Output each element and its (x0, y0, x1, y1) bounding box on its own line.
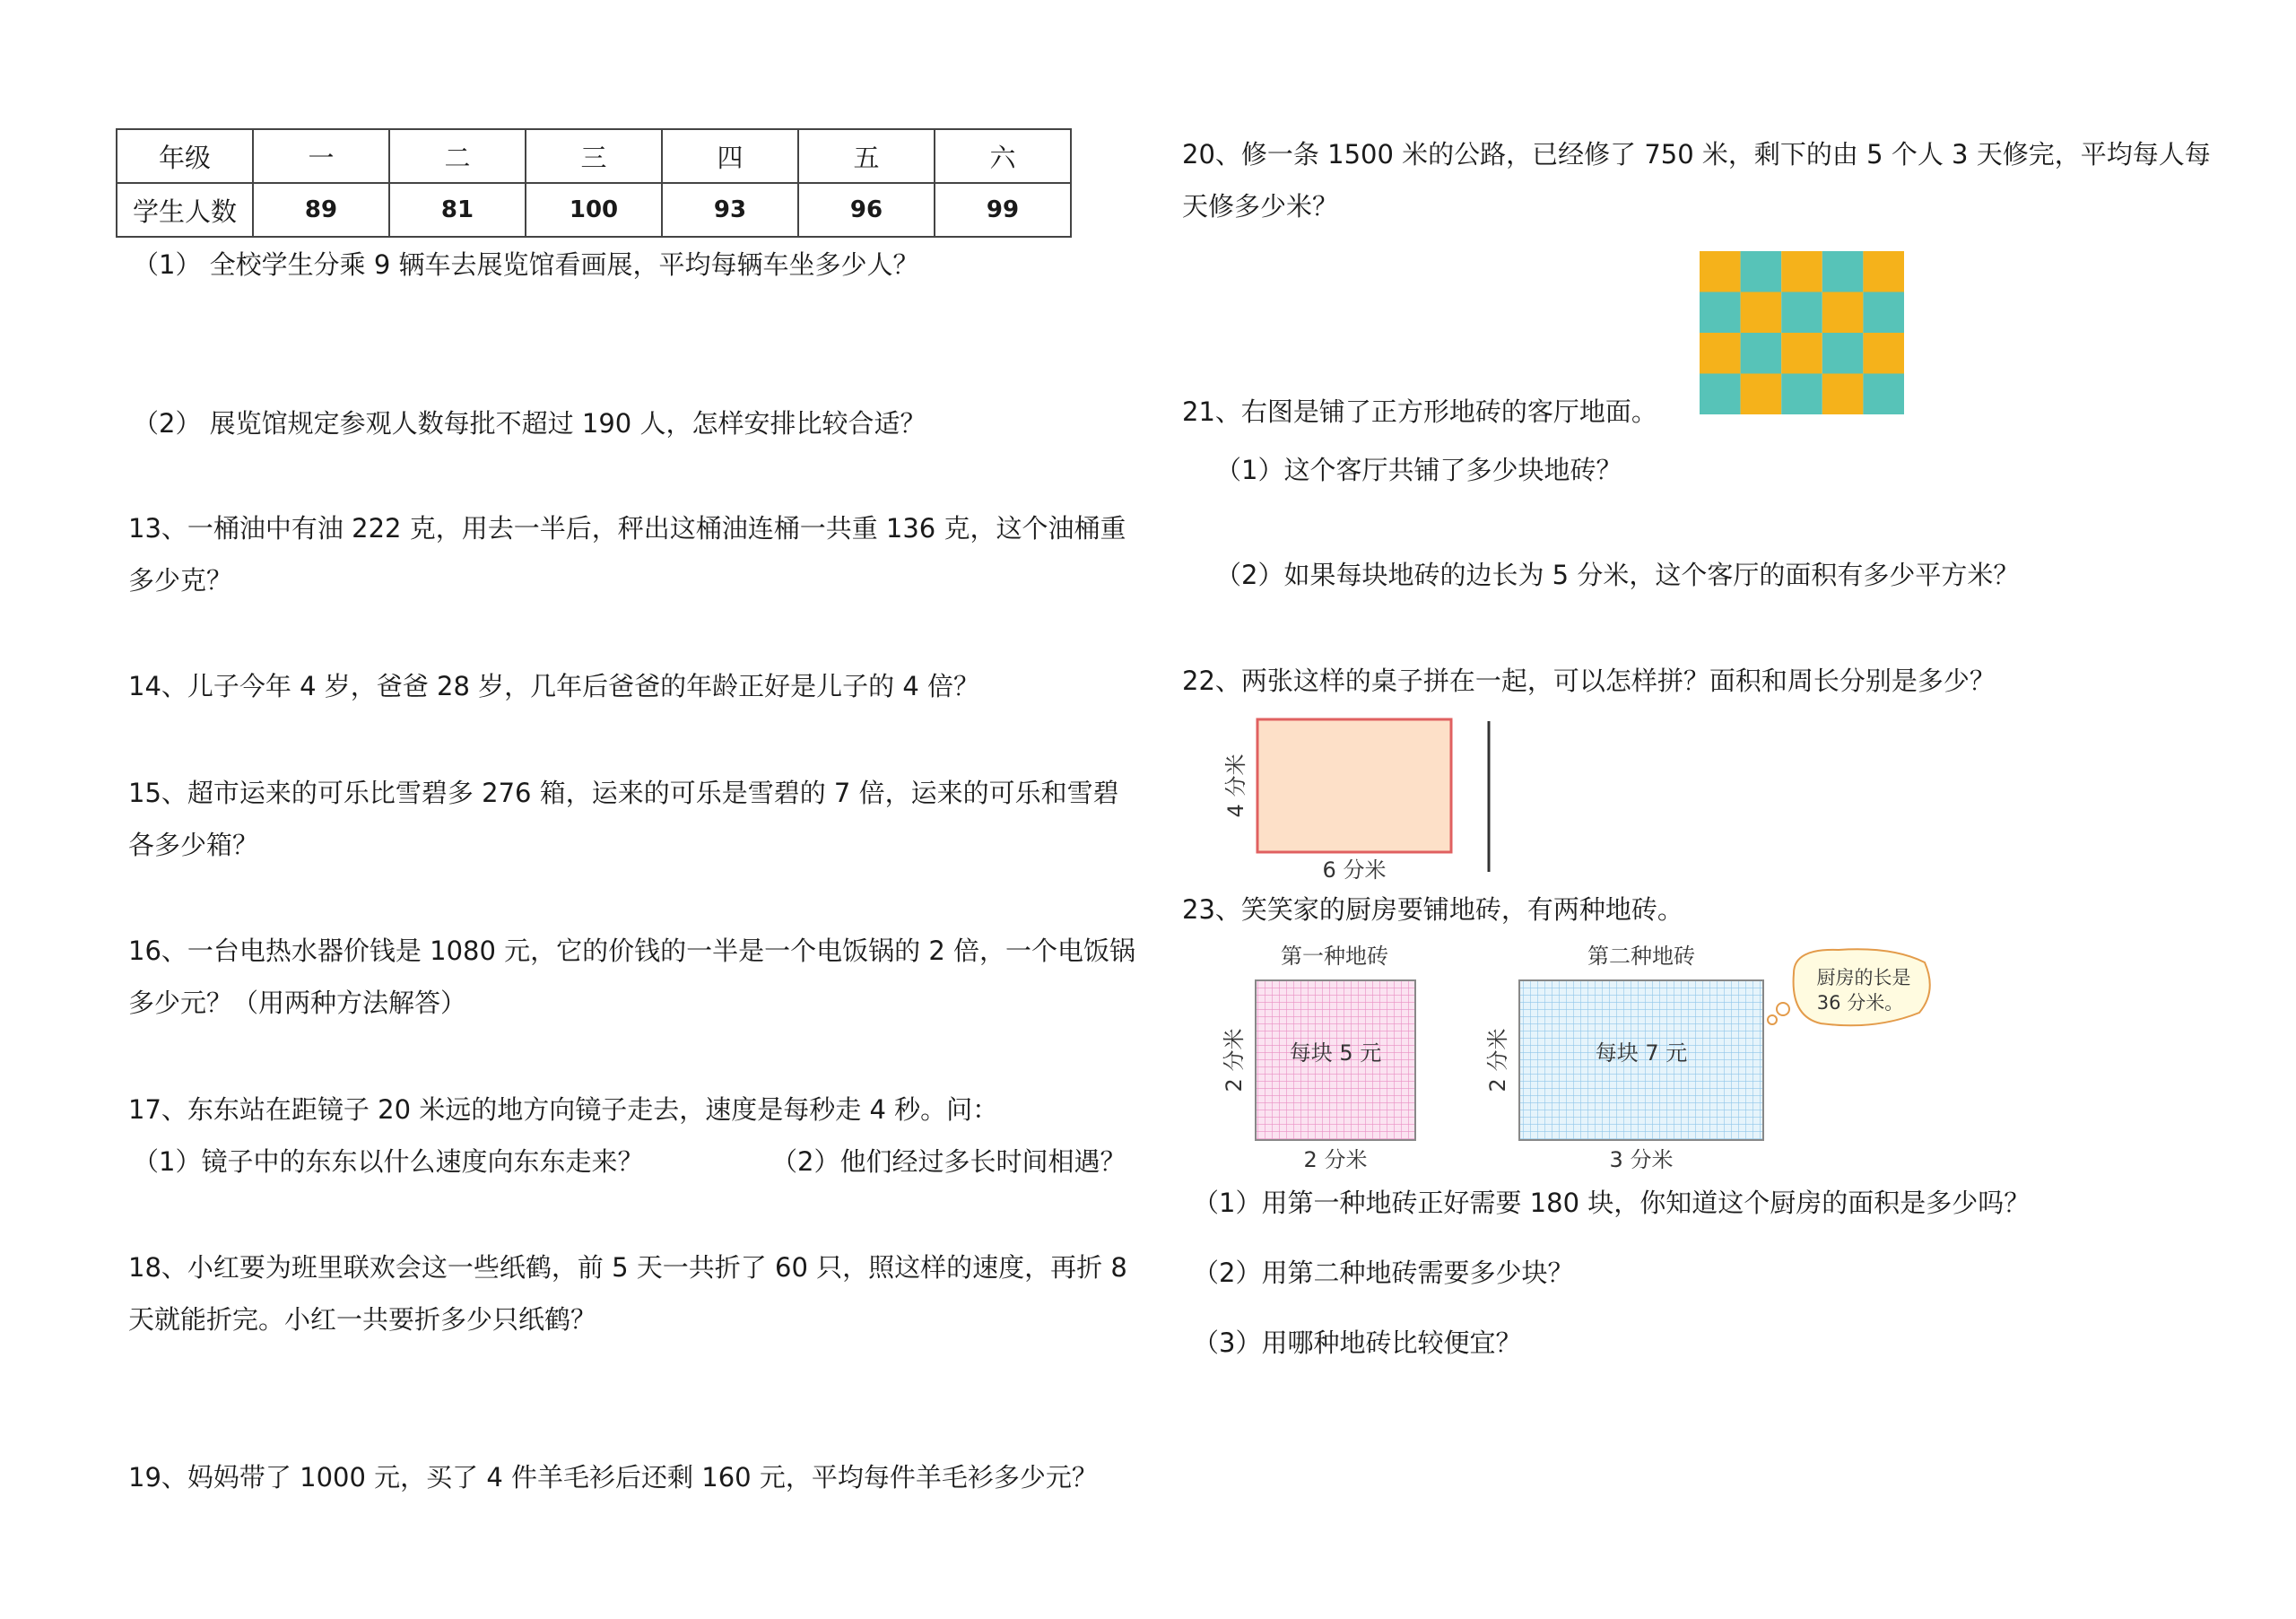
checkerboard-floor-figure (1700, 251, 1904, 414)
tile1-price: 每块 5 元 (1289, 1040, 1382, 1066)
q16-line1: 16、一台电热水器价钱是 1080 元，它的价钱的一半是一个电饭锅的 2 倍，一个电饭锅 (128, 936, 1136, 966)
bubble-line1: 厨房的长是 (1816, 967, 1911, 988)
grade-cell: 六 (935, 129, 1071, 183)
q23-part1: （1）用第一种地砖正好需要 180 块，你知道这个厨房的面积是多少吗？ (1193, 1188, 2031, 1218)
tile2-price: 每块 7 元 (1595, 1040, 1688, 1066)
table-rect-figure (1220, 709, 1507, 888)
tile2-title: 第二种地砖 (1587, 944, 1695, 969)
student-count-table (116, 128, 1072, 238)
q21-part2: （2）如果每块地砖的边长为 5 分米，这个客厅的面积有多少平方米？ (1215, 560, 2020, 590)
bubble-line2: 36 分米。 (1816, 992, 1904, 1014)
q17-part2: （2）他们经过多长时间相遇？ (771, 1146, 1126, 1177)
floor-tile (1741, 251, 1782, 292)
table-header-label: 年级 (117, 129, 253, 183)
q23-part3: （3）用哪种地砖比较便宜？ (1193, 1327, 1522, 1358)
floor-tile (1781, 333, 1822, 374)
tile1-title: 第一种地砖 (1281, 944, 1388, 969)
q13-line1: 13、一桶油中有油 222 克，用去一半后，秤出这桶油连桶一共重 136 克，这个油桶重 (128, 513, 1126, 544)
floor-tile (1700, 333, 1741, 374)
grade-cell: 四 (662, 129, 798, 183)
q22-line1: 22、两张这样的桌子拼在一起，可以怎样拼？面积和周长分别是多少？ (1182, 666, 1996, 696)
count-cell: 99 (935, 183, 1071, 237)
tile-figures (1222, 937, 1937, 1175)
q18-line1: 18、小红要为班里联欢会这一些纸鹤，前 5 天一共折了 60 只，照这样的速度，再折 8 (128, 1252, 1127, 1283)
floor-tile (1741, 374, 1782, 415)
floor-tile (1863, 292, 1904, 334)
floor-tile (1741, 292, 1782, 334)
floor-tile (1822, 292, 1864, 334)
floor-tile (1822, 374, 1864, 415)
q21-part1: （1）这个客厅共铺了多少块地砖？ (1215, 455, 1622, 485)
q23-line1: 23、笑笑家的厨房要铺地砖，有两种地砖。 (1182, 894, 1683, 925)
floor-tile (1700, 374, 1741, 415)
q12-part1: （1） 全校学生分乘 9 辆车去展览馆看画展，平均每辆车坐多少人？ (133, 249, 919, 280)
q14-line1: 14、儿子今年 4 岁，爸爸 28 岁，几年后爸爸的年龄正好是儿子的 4 倍？ (128, 671, 980, 701)
desk-rectangle (1257, 719, 1451, 852)
q15-line1: 15、超市运来的可乐比雪碧多 276 箱，运来的可乐是雪碧的 7 倍，运来的可乐和雪碧 (128, 778, 1119, 808)
count-cell: 96 (798, 183, 935, 237)
desk-width-label: 6 分米 (1322, 857, 1387, 883)
tile1-bottom-label: 2 分米 (1303, 1147, 1368, 1172)
floor-tile (1700, 251, 1741, 292)
count-cell: 100 (526, 183, 662, 237)
table-header-row (117, 129, 1071, 183)
q18-line2: 天就能折完。小红一共要折多少只纸鹤？ (128, 1304, 597, 1335)
count-cell: 93 (662, 183, 798, 237)
grade-cell: 三 (526, 129, 662, 183)
thought-bubble (1768, 949, 1930, 1025)
grade-cell: 五 (798, 129, 935, 183)
q16-line2: 多少元？（用两种方法解答） (128, 988, 467, 1018)
q15-line2: 各多少箱？ (128, 830, 259, 860)
q17-part1: （1）镜子中的东东以什么速度向东东走来？ (133, 1146, 644, 1177)
floor-tile (1863, 333, 1904, 374)
count-cell: 89 (253, 183, 389, 237)
floor-tile (1822, 251, 1864, 292)
q17-line1: 17、东东站在距镜子 20 米远的地方向镜子走去，速度是每秒走 4 秒。问： (128, 1094, 999, 1125)
table-row-label: 学生人数 (117, 183, 253, 237)
floor-tile (1700, 292, 1741, 334)
q23-part2: （2）用第二种地砖需要多少块？ (1193, 1258, 1574, 1288)
q20-line2: 天修多少米？ (1182, 191, 1339, 222)
tile2-bottom-label: 3 分米 (1609, 1147, 1674, 1172)
tile2-side-label: 2 分米 (1485, 1028, 1510, 1092)
floor-tile (1863, 251, 1904, 292)
q12-part2: （2） 展览馆规定参观人数每批不超过 190 人，怎样安排比较合适？ (133, 408, 926, 439)
q13-line2: 多少克？ (128, 565, 233, 596)
count-cell: 81 (389, 183, 526, 237)
q19-line1: 19、妈妈带了 1000 元，买了 4 件羊毛衫后还剩 160 元，平均每件羊毛衫多少元？ (128, 1462, 1098, 1493)
floor-tile (1781, 292, 1822, 334)
floor-tile (1741, 333, 1782, 374)
floor-tile (1863, 374, 1904, 415)
floor-tile (1781, 374, 1822, 415)
tile1-side-label: 2 分米 (1222, 1028, 1247, 1092)
q20-line1: 20、修一条 1500 米的公路，已经修了 750 米，剩下的由 5 个人 3 天修完，平均每人每 (1182, 139, 2211, 170)
grade-cell: 二 (389, 129, 526, 183)
floor-tile (1822, 333, 1864, 374)
grade-cell: 一 (253, 129, 389, 183)
desk-height-label: 4 分米 (1223, 753, 1248, 818)
table-row (117, 183, 1071, 237)
floor-tile (1781, 251, 1822, 292)
q21-line1: 21、右图是铺了正方形地砖的客厅地面。 (1182, 396, 1657, 427)
